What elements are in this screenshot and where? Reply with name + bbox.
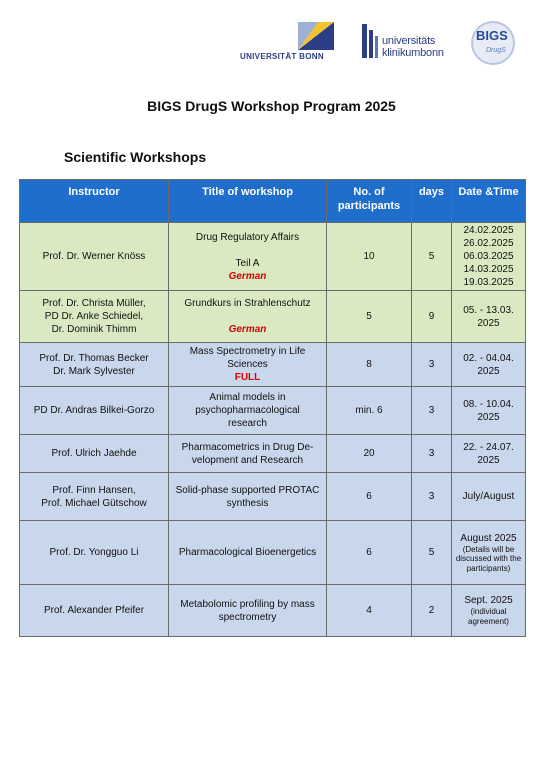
instructor-name: PD Dr. Andras Bilkei-Gorzo: [33, 405, 155, 416]
instructor-name: Prof. Ulrich Jaehde: [51, 448, 137, 459]
instructor-cell: [20, 387, 169, 435]
instructor-cell: [20, 585, 169, 637]
days-cell: 3: [412, 387, 452, 435]
instructor-name: Prof. Dr. Christa Müller,: [42, 298, 146, 309]
workshop-title-line: Animal models in: [209, 392, 286, 403]
university-bonn-emblem-icon: [298, 22, 334, 50]
header-date: Date &Time: [452, 180, 526, 223]
date-cell: [452, 291, 526, 343]
date-line: 22. - 24.07. 2025: [463, 441, 514, 466]
instructor-cell: [20, 343, 169, 387]
workshop-title-line: Mass Spectrometry in Life: [189, 346, 306, 357]
workshop-title-cell: [169, 223, 327, 291]
workshop-title-cell: [169, 585, 327, 637]
instructor-name: Prof. Dr. Yongguo Li: [49, 547, 139, 558]
university-bonn-wordmark: UNIVERSITÄT BONN: [240, 52, 324, 61]
workshop-title-line: spectrometry: [218, 611, 277, 623]
workshop-title-line: Pharmacometrics in Drug De-: [181, 441, 314, 453]
ukb-logo: [360, 22, 460, 62]
workshop-title-line: Sciences: [227, 359, 268, 370]
ukb-wordmark-line2: klinikumbonn: [382, 47, 444, 59]
instructor-name: Prof. Alexander Pfeifer: [43, 605, 145, 616]
workshop-title-line: [172, 244, 323, 257]
days-cell: 3: [412, 435, 452, 473]
table-row: [20, 435, 526, 473]
instructor-cell: [20, 223, 169, 291]
date-cell: [452, 585, 526, 637]
date-note: (individual: [470, 607, 507, 617]
date-line: 08. - 10.04. 2025: [463, 398, 514, 423]
table-row: [20, 585, 526, 637]
date-note: (Details will be: [462, 544, 515, 554]
workshop-title-line: research: [228, 418, 267, 429]
date-line: 26.02.2025: [463, 238, 514, 249]
header-title: Title of workshop: [169, 180, 327, 223]
participants-cell: 20: [327, 435, 412, 473]
language-tag: German: [228, 270, 267, 282]
table-header-row: [20, 180, 526, 223]
workshop-title-cell: [169, 291, 327, 343]
instructor-name: Prof. Michael Gütschow: [41, 497, 147, 509]
workshop-title-line: Solid-phase supported PROTAC: [175, 484, 320, 496]
workshop-title-line: psychopharmacological: [195, 405, 300, 416]
table-row: [20, 223, 526, 291]
participants-cell: 10: [327, 223, 412, 291]
instructor-cell: [20, 473, 169, 521]
workshop-title-cell: [169, 521, 327, 585]
instructor-name: Dr. Dominik Thimm: [51, 324, 137, 335]
bigs-drugs-logo: [470, 20, 516, 66]
instructor-name: Prof. Dr. Werner Knöss: [42, 251, 146, 262]
participants-cell: 8: [327, 343, 412, 387]
participants-cell: 4: [327, 585, 412, 637]
date-cell: [452, 435, 526, 473]
workshop-title-line: Teil A: [235, 257, 260, 269]
instructor-name: PD Dr. Anke Schiedel,: [44, 311, 144, 322]
workshop-title-cell: [169, 435, 327, 473]
instructor-cell: [20, 521, 169, 585]
date-line: 19.03.2025: [463, 277, 514, 288]
workshop-title-cell: [169, 387, 327, 435]
instructor-cell: [20, 291, 169, 343]
date-cell: [452, 473, 526, 521]
date-cell: [452, 521, 526, 585]
workshop-title-cell: [169, 343, 327, 387]
workshop-title-cell: [169, 473, 327, 521]
table-row: [20, 343, 526, 387]
days-cell: 3: [412, 343, 452, 387]
instructor-cell: [20, 435, 169, 473]
date-line: Sept. 2025: [464, 595, 513, 607]
table-row: [20, 291, 526, 343]
date-line: 24.02.2025: [463, 225, 514, 236]
date-line: August 2025: [460, 532, 517, 544]
university-bonn-logo: [240, 22, 340, 62]
date-note: participants): [466, 563, 511, 573]
instructor-name: Prof. Dr. Thomas Becker: [39, 352, 149, 364]
date-note: agreement): [468, 617, 509, 626]
bigs-subtitle: DrugS: [486, 47, 506, 54]
language-tag: German: [228, 324, 267, 335]
workshop-title-line: Drug Regulatory Affairs: [195, 231, 300, 243]
participants-cell: 6: [327, 521, 412, 585]
workshop-title-line: Metabolomic profiling by mass: [180, 598, 315, 610]
full-badge: FULL: [234, 372, 261, 383]
table-row: [20, 521, 526, 585]
ukb-emblem-icon: [360, 22, 380, 62]
workshop-title-line: Grundkurs in Strahlenschutz: [184, 298, 311, 309]
date-line: 05. - 13.03. 2025: [463, 304, 514, 329]
days-cell: 9: [412, 291, 452, 343]
header-instructor: Instructor: [20, 180, 169, 223]
days-cell: 2: [412, 585, 452, 637]
days-cell: 5: [412, 521, 452, 585]
bigs-wordmark: BIGS: [476, 28, 508, 43]
document-title: BIGS DrugS Workshop Program 2025: [147, 98, 396, 114]
participants-cell: 6: [327, 473, 412, 521]
date-cell: [452, 223, 526, 291]
date-cell: [452, 387, 526, 435]
date-line: 06.03.2025: [463, 251, 514, 262]
header-participants: No. of participants: [327, 180, 412, 223]
table-row: [20, 473, 526, 521]
days-cell: 5: [412, 223, 452, 291]
date-line: July/August: [462, 491, 515, 502]
workshop-table: [19, 179, 526, 637]
bigs-emblem-icon: [470, 20, 516, 66]
workshop-title-line: synthesis: [226, 497, 269, 509]
section-title: Scientific Workshops: [64, 149, 207, 165]
participants-cell: 5: [327, 291, 412, 343]
instructor-name: Prof. Finn Hansen,: [52, 484, 136, 496]
date-note: discussed with the: [455, 554, 522, 564]
date-line: 14.03.2025: [463, 264, 514, 275]
date-cell: [452, 343, 526, 387]
date-line: 02. - 04.04. 2025: [463, 352, 514, 377]
participants-cell: min. 6: [327, 387, 412, 435]
header-days: days: [412, 180, 452, 223]
workshop-title-line: velopment and Research: [191, 454, 304, 466]
instructor-name: Dr. Mark Sylvester: [53, 365, 135, 377]
ukb-wordmark-line1: universitäts: [382, 35, 436, 47]
days-cell: 3: [412, 473, 452, 521]
workshop-title-line: Pharmacological Bioenergetics: [178, 547, 317, 558]
table-row: [20, 387, 526, 435]
spacer-line: [172, 310, 323, 323]
